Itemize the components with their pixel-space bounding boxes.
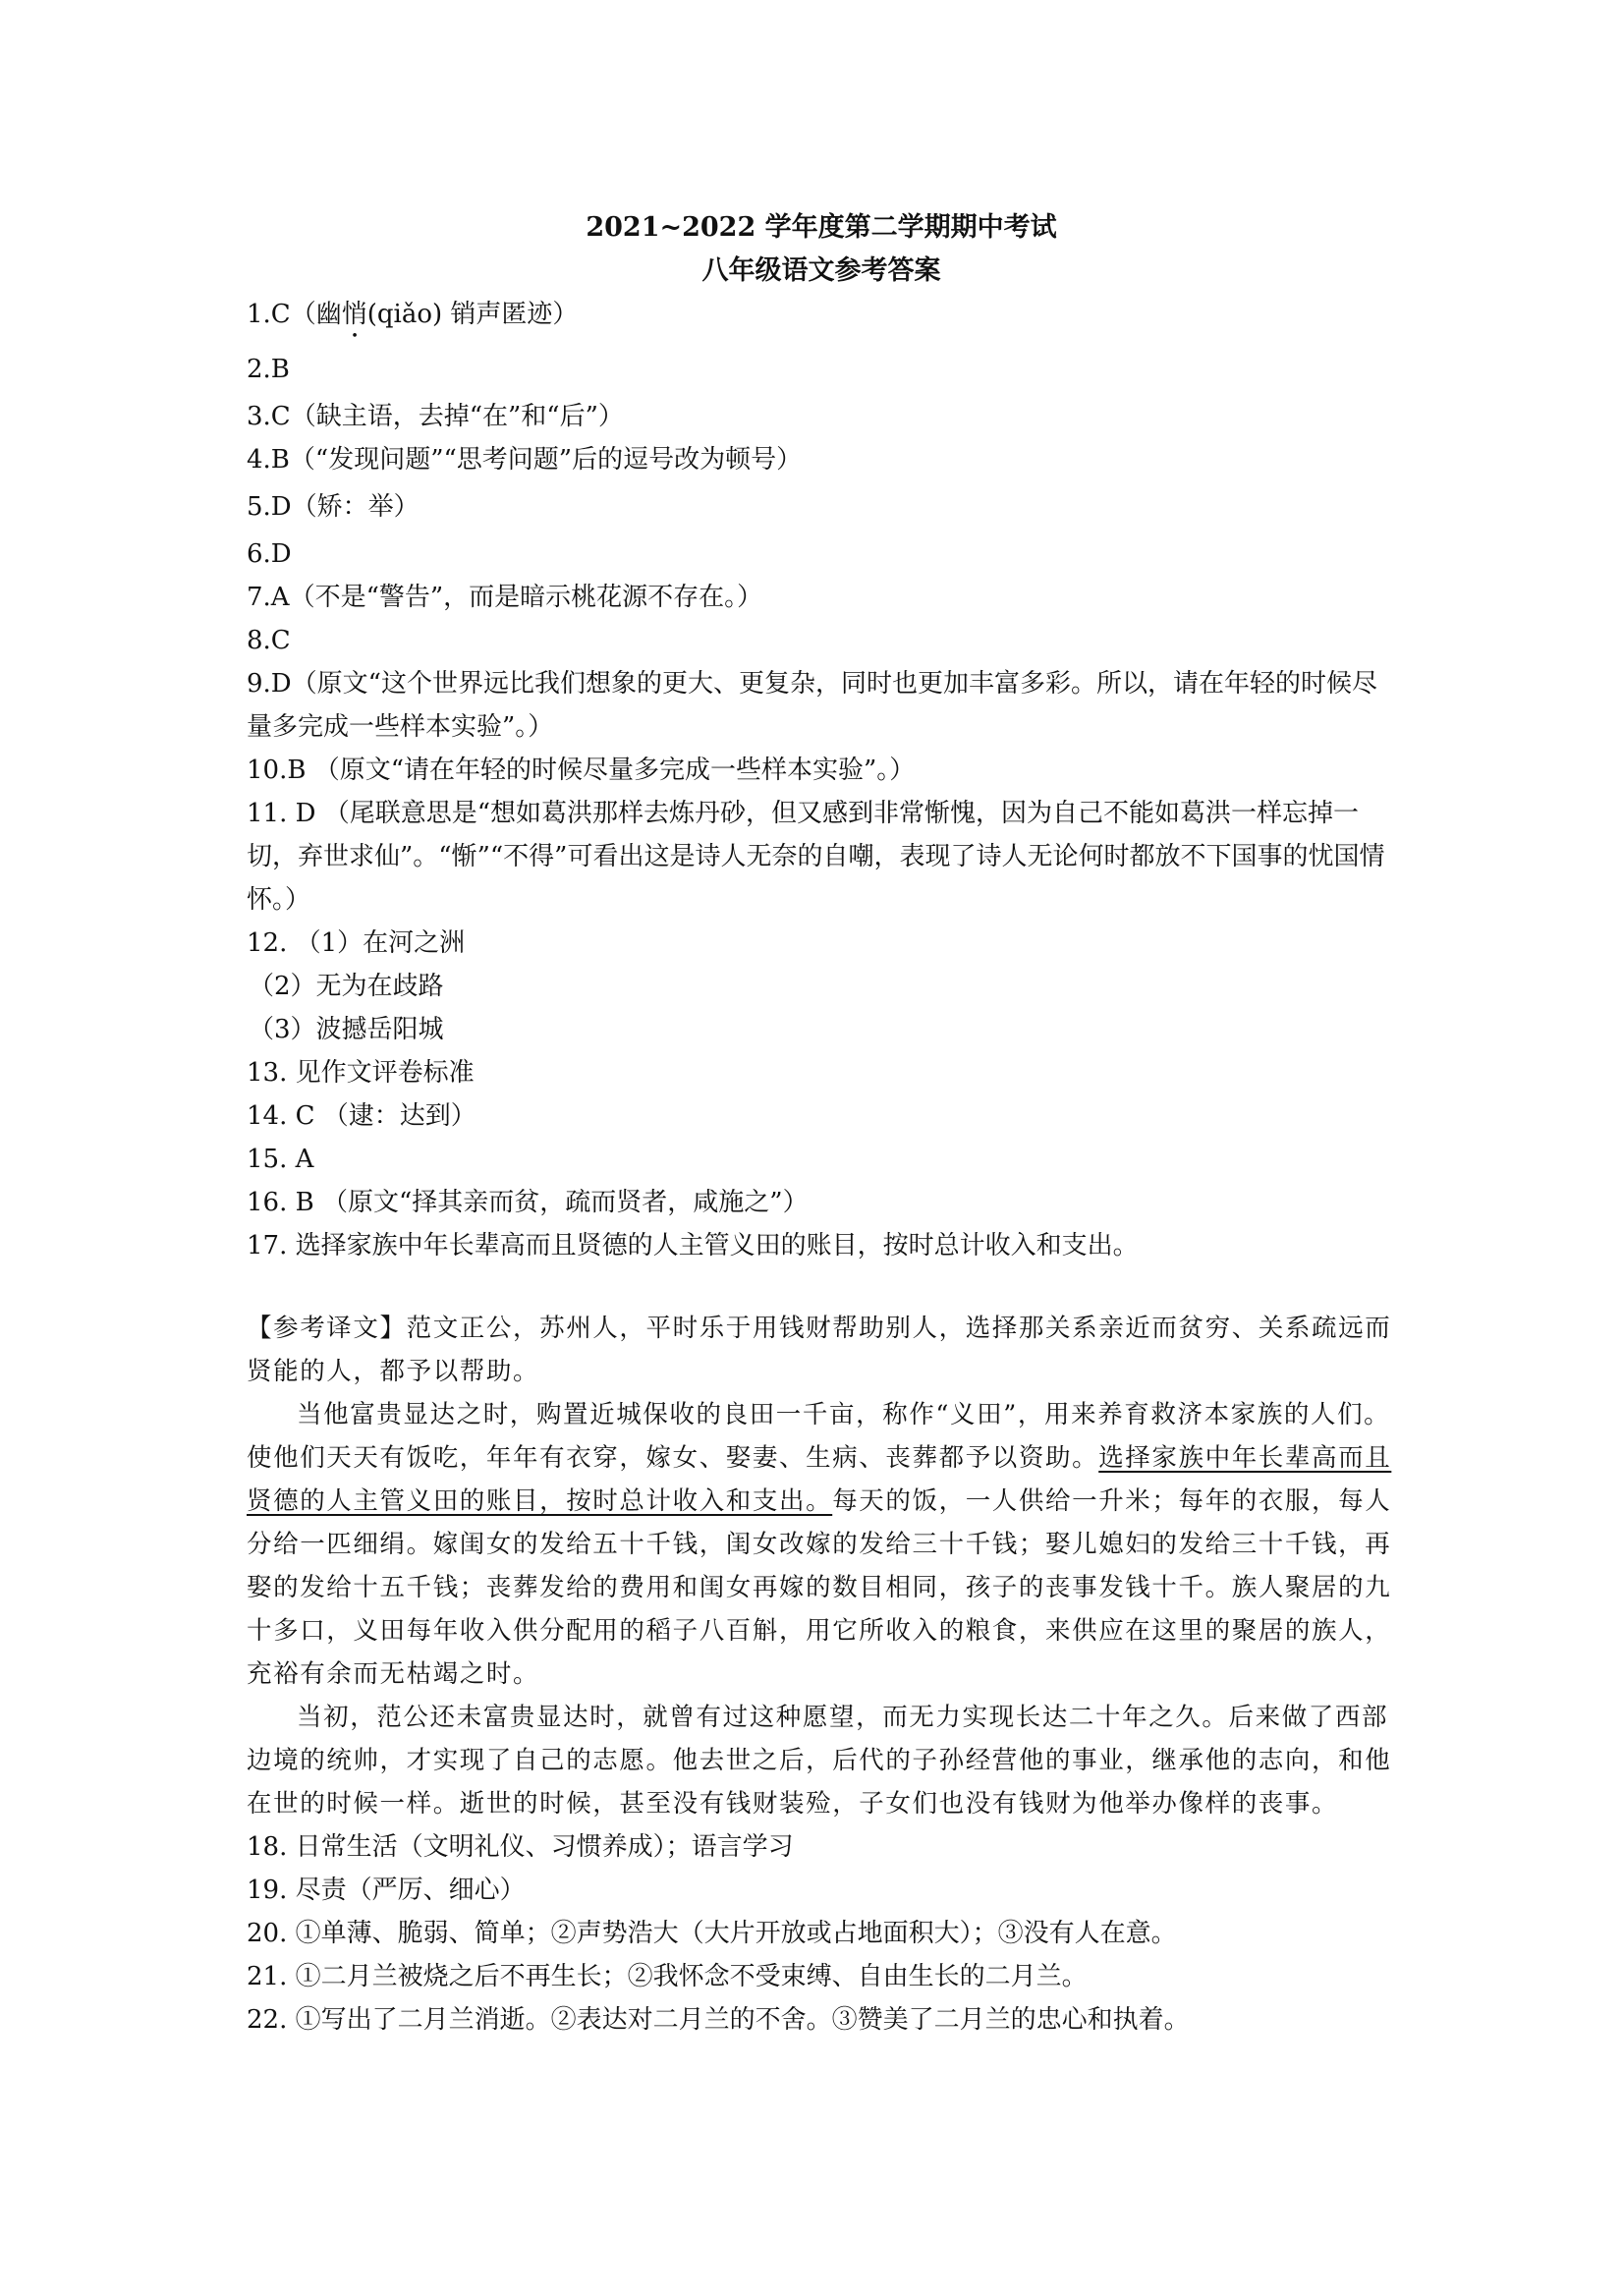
answer-7: 7.A（不是“警告”，而是暗示桃花源不存在。） (247, 583, 763, 612)
answer-5: 5.D（矫：举） (247, 492, 420, 522)
answer-12-1: 12. （1）在河之洲 (247, 928, 466, 958)
translation-p2-end: 每天的饭，一人供给一升米；每年的衣服，每人分给一匹细绢。嫁闺女的发给五十千钱，闺女改嫁的发给三十千钱；娶儿媳妇的发给三十千钱，再娶的发给十五千钱；丧葬发给的费用和闺女再嫁的数目相同，孩子的丧事发钱十千。族人聚居的九十多口，义田每年收入供分配用的稻子八百斛，用它所收入的粮食，来供应在这里的聚居的族人，充裕有余而无枯竭之时。 (247, 1486, 1392, 1689)
answer-1-dotted-char: 悄 (341, 300, 367, 329)
answer-16: 16. B （原文“择其亲而贫，疏而贤者，咸施之”） (247, 1188, 809, 1217)
translation-underlined-sentence: 选择家族中年长辈高而且贤德的人主管义田的账目，按时总计收入和支出。 (247, 1443, 1392, 1516)
translation-paragraph-2 (247, 1393, 1396, 1696)
answer-14: 14. C （逮：达到） (247, 1101, 476, 1131)
section-spacer (247, 1267, 1396, 1307)
answer-4: 4.B（“发现问题”“思考问题”后的逗号改为顿号） (247, 445, 803, 475)
answer-19: 19. 尽责（严厉、细心） (247, 1876, 526, 1905)
answer-22: 22. ①写出了二月兰消逝。②表达对二月兰的不舍。③赞美了二月兰的忠心和执着。 (247, 2005, 1190, 2035)
answer-sheet (247, 206, 1396, 2042)
answer-18: 18. 日常生活（文明礼仪、习惯养成）；语言学习 (247, 1832, 794, 1862)
answer-15: 15. A (247, 1145, 314, 1174)
answer-12-3: （3）波撼岳阳城 (249, 1015, 444, 1044)
answer-12-2: （2）无为在歧路 (249, 972, 444, 1001)
answer-6: 6.D (247, 539, 292, 569)
answer-1-suffix: (qiǎo) 销声匿迹） (366, 300, 579, 329)
answer-2: 2.B (247, 355, 290, 384)
translation-paragraph-1: 【参考译文】范文正公，苏州人，平时乐于用钱财帮助别人，选择那关系亲近而贫穷、关系疏远而贤能的人，都予以帮助。 (247, 1314, 1392, 1386)
answer-21: 21. ①二月兰被烧之后不再生长；②我怀念不受束缚、自由生长的二月兰。 (247, 1962, 1088, 1991)
answer-20: 20. ①单薄、脆弱、简单；②声势浩大（大片开放或占地面积大）；③没有人在意。 (247, 1919, 1177, 1948)
answer-9: 9.D（原文“这个世界远比我们想象的更大、更复杂，同时也更加丰富多彩。所以，请在年轻的时候尽量多完成一些样本实验”。） (247, 669, 1377, 742)
answer-8: 8.C (247, 626, 291, 655)
translation-p2-start: 当他富贵显达之时，购置近城保收的良田一千亩，称作“义田”，用来养育救济本家族的人们。使他们天天有饭吃，年年有衣穿，嫁女、娶妻、生病、丧葬都予以资助。 (247, 1400, 1391, 1473)
answer-10: 10.B （原文“请在年轻的时候尽量多完成一些样本实验”。） (247, 756, 916, 785)
answer-1 (247, 293, 1396, 344)
answer-3: 3.C（缺主语，去掉“在”和“后”） (247, 402, 624, 431)
answer-13: 13. 见作文评卷标准 (247, 1058, 475, 1088)
answer-1-prefix: 1.C（幽 (247, 300, 342, 329)
exam-title: 2021~2022 学年度第二学期期中考试 (586, 212, 1057, 243)
answer-11: 11. D （尾联意思是“想如葛洪那样去炼丹砂，但又感到非常惭愧，因为自己不能如葛洪一样忘掉一切，弃世求仙”。“惭”“不得”可看出这是诗人无奈的自嘲，表现了诗人无论何时都放不下国事的忧国情怀。） (247, 799, 1385, 915)
translation-paragraph-3: 当初，范公还未富贵显达时，就曾有过这种愿望，而无力实现长达二十年之久。后来做了西部边境的统帅，才实现了自己的志愿。他去世之后，后代的子孙经营他的事业，继承他的志向，和他在世的时候一样。逝世的时候，甚至没有钱财装殓，子女们也没有钱财为他举办像样的丧事。 (247, 1703, 1392, 1819)
answer-17: 17. 选择家族中年长辈高而且贤德的人主管义田的账目，按时总计收入和支出。 (247, 1231, 1139, 1260)
exam-subtitle: 八年级语文参考答案 (701, 255, 941, 286)
